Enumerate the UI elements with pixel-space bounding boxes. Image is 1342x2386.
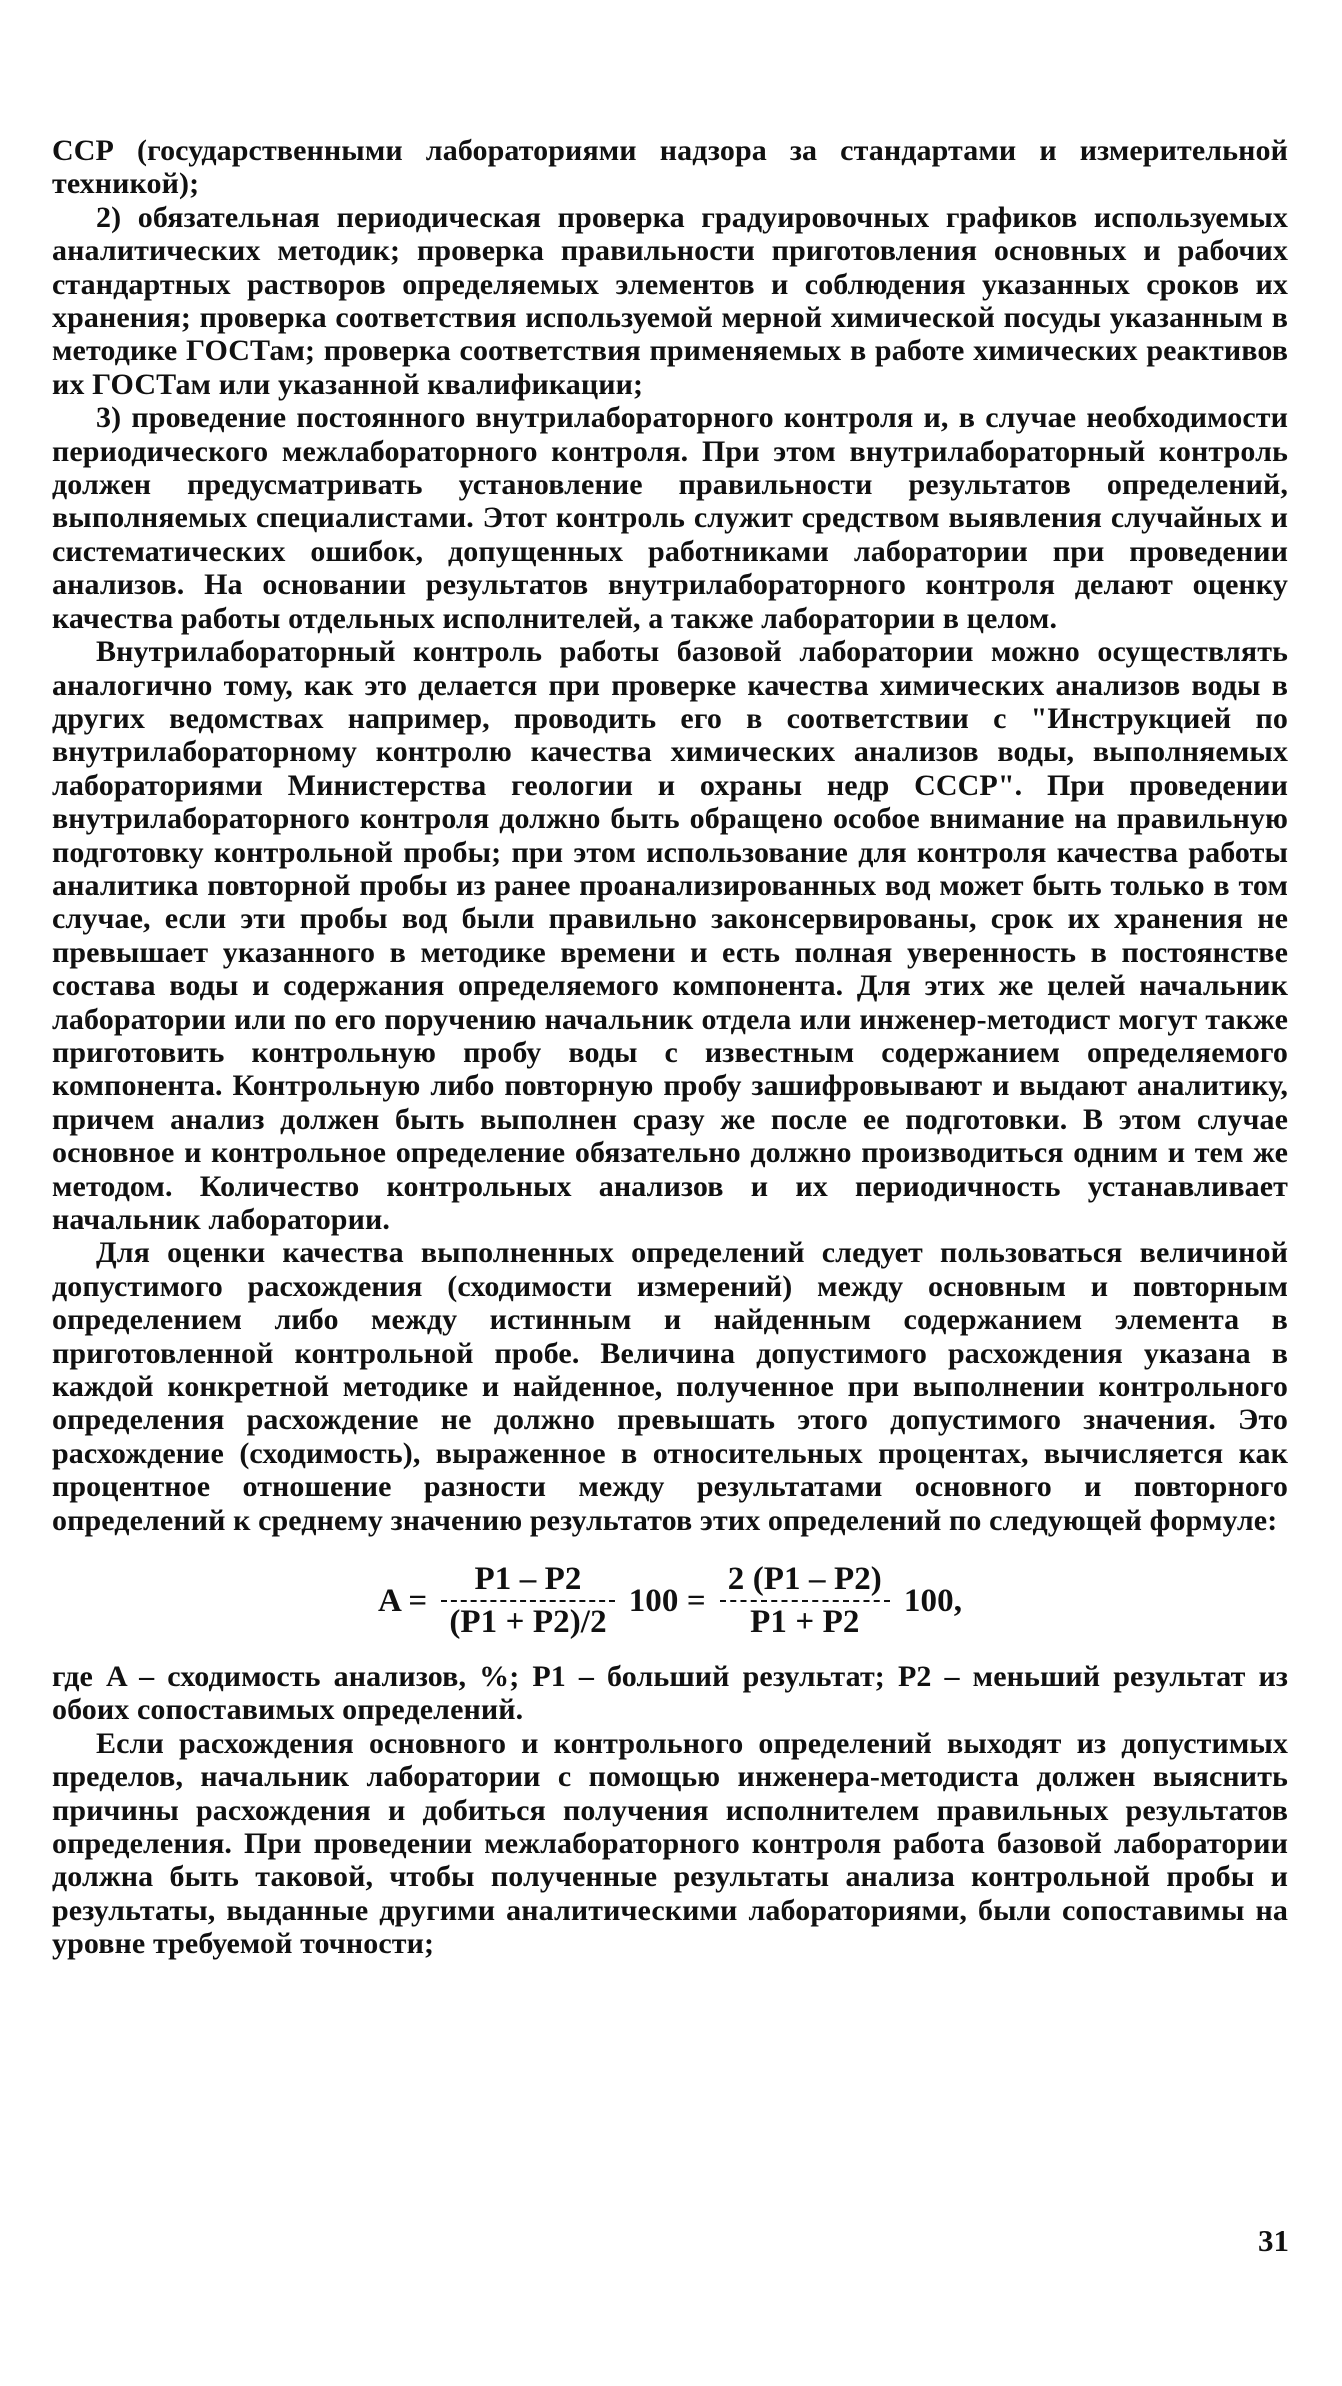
page-body bbox=[52, 134, 1288, 1961]
formula-lhs: A = bbox=[377, 1582, 428, 1619]
page-number: 31 bbox=[1258, 2223, 1289, 2258]
formula-multiplier-1: 100 = bbox=[628, 1582, 706, 1619]
formula-fraction-2 bbox=[720, 1563, 890, 1640]
paragraph-formula-legend: где A – сходимость анализов, %; P1 – больший результат; P2 – меньший результат из обоих сопоставимых определений. bbox=[52, 1659, 1288, 1727]
paragraph-continuation: ССР (государственными лабораториями надзора за стандартами и измерительной техникой); bbox=[52, 134, 1288, 201]
formula-fraction-2-denominator: P1 + P2 bbox=[750, 1604, 860, 1641]
formula-fraction-1 bbox=[441, 1563, 614, 1640]
convergence-formula bbox=[52, 1563, 1288, 1640]
formula-fraction-1-numerator: P1 – P2 bbox=[474, 1561, 582, 1598]
paragraph-discrepancy: Если расхождения основного и контрольного определений выходят из допустимых пределов, начальник лаборатории с помощью инженера-методиста должен выяснить причины расхождения и добиться получения исполнителем правильных результатов определения. При проведении межлабораторного контроля работа базовой лаборатории должна быть таковой, чтобы полученные результаты анализа контрольной пробы и результаты, выданные другими аналитическими лабораториями, были сопоставимы на уровне требуемой точности; bbox=[52, 1726, 1288, 1961]
paragraph-internal-control: Внутрилабораторный контроль работы базовой лаборатории можно осуществлять аналогично тому, как это делается при проверке качества химических анализов воды в других ведомствах например, проводить его в соответствии с "Инструкцией по внутрилабораторному контролю качества химических анализов воды, выполняемых лабораториями Министерства геологии и охраны недр СССР". При проведении внутрилабораторного контроля должно быть обращено особое внимание на правильную подготовку контрольной пробы; при этом использование для контроля качества работы аналитика повторной пробы из ранее проанализированных вод может быть только в том случае, если эти пробы вод были правильно законсервированы, срок их хранения не превышает указанного в методике времени и есть полная уверенность в постоянстве состава воды и содержания определяемого компонента. Для этих же целей начальник лаборатории или по его поручению начальник отдела или инженер-методист могут также приготовить контрольную пробу воды с известным содержанием определяемого компонента. Контрольную либо повторную пробу зашифровывают и выдают аналитику, причем анализ должен быть выполнен сразу же после ее подготовки. В этом случае основное и контрольное определение обязательно должно производиться одним и тем же методом. Количество контрольных анализов и их периодичность устанавливает начальник лаборатории. bbox=[52, 635, 1288, 1236]
formula-fraction-1-denominator: (P1 + P2)/2 bbox=[449, 1604, 607, 1641]
paragraph-item-2: 2) обязательная периодическая проверка градуировочных графиков используемых аналитических методик; проверка правильности приготовления основных и рабочих стандартных растворов определяемых элементов и соблюдения указанных сроков их хранения; проверка соответствия используемой мерной химической посуды указанным в методике ГОСТам; проверка соответствия применяемых в работе химических реактивов их ГОСТам или указанной квалификации; bbox=[52, 200, 1288, 401]
paragraph-item-3: 3) проведение постоянного внутрилабораторного контроля и, в случае необходимости периодического межлабораторного контроля. При этом внутрилабораторный контроль должен предусматривать установление правильности результатов определений, выполняемых специалистами. Этот контроль служит средством выявления случайных и систематических ошибок, допущенных работниками лаборатории при проведении анализов. На основании результатов внутрилабораторного контроля делают оценку качества работы отдельных исполнителей, а также лаборатории в целом. bbox=[52, 401, 1288, 635]
formula-multiplier-2: 100, bbox=[903, 1582, 963, 1619]
paragraph-assessment: Для оценки качества выполненных определений следует пользоваться величиной допустимого расхождения (сходимости измерений) между основным и повторным определением либо между истинным и найденным содержанием элемента в приготовленной контрольной пробе. Величина допустимого расхождения указана в каждой конкретной методике и найденное, полученное при выполнении контрольного определения расхождение не должно превышать этого допустимого значения. Это расхождение (сходимость), выраженное в относительных процентах, вычисляется как процентное отношение разности между результатами основного и повторного определений к среднему значению результатов этих определений по следующей формуле: bbox=[52, 1236, 1288, 1537]
formula-fraction-2-numerator: 2 (P1 – P2) bbox=[727, 1561, 882, 1598]
